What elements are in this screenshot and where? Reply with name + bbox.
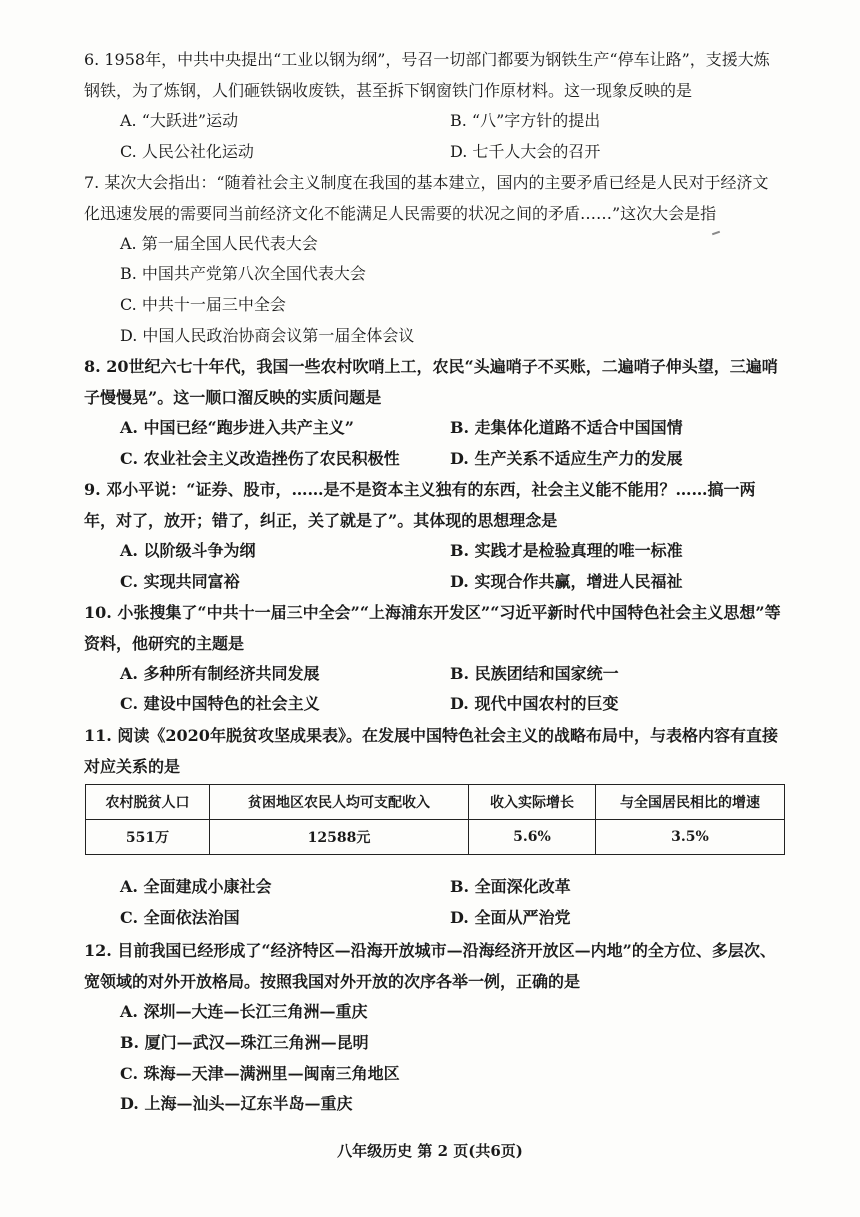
q12-option-b: B. 厦门—武汉—珠江三角洲—昆明 xyxy=(120,1033,369,1052)
question-9-stem: 9. 邓小平说：“证券、股市，……是不是资本主义独有的东西，社会主义能不能用？……搞一两年，对了，放开；错了，纠正，关了就是了”。其体现的思想理念是 xyxy=(84,480,756,530)
table-cell: 3.5% xyxy=(596,820,785,855)
q7-option-c: C. 中共十一届三中全会 xyxy=(120,295,286,314)
q11-option-a: A. 全面建成小康社会 xyxy=(120,877,272,896)
table-header-cell: 贫困地区农民人均可支配收入 xyxy=(210,785,469,820)
table-cell: 5.6% xyxy=(469,820,596,855)
q8-option-d: D. 生产关系不适应生产力的发展 xyxy=(450,449,683,468)
poverty-results-table xyxy=(85,784,785,855)
question-6-stem: 6. 1958年，中共中央提出“工业以钢为纲”，号召一切部门都要为钢铁生产“停车让路”，支援大炼钢铁，为了炼钢，人们砸铁锅收废铁，甚至拆下钢窗铁门作原材料。这一现象反映的是 xyxy=(84,50,770,100)
question-10-stem: 10. 小张搜集了“中共十一届三中全会”“上海浦东开发区”“习近平新时代中国特色社会主义思想”等资料，他研究的主题是 xyxy=(84,603,781,653)
q12-option-c: C. 珠海—天津—满洲里—闽南三角地区 xyxy=(120,1064,400,1083)
q6-option-b: B. “八”字方针的提出 xyxy=(450,111,601,130)
table-cell: 551万 xyxy=(86,820,210,855)
table-header-row xyxy=(86,785,785,820)
q9-option-b: B. 实践才是检验真理的唯一标准 xyxy=(450,541,683,560)
q12-option-a: A. 深圳—大连—长江三角洲—重庆 xyxy=(120,1002,368,1021)
pen-mark xyxy=(712,231,720,236)
q7-option-a: A. 第一届全国人民代表大会 xyxy=(120,234,318,253)
q7-option-b: B. 中国共产党第八次全国代表大会 xyxy=(120,264,366,283)
q10-option-c: C. 建设中国特色的社会主义 xyxy=(120,694,320,713)
q11-option-b: B. 全面深化改革 xyxy=(450,877,571,896)
q11-option-d: D. 全面从严治党 xyxy=(450,908,571,927)
question-12-stem: 12. 目前我国已经形成了“经济特区—沿海开放城市—沿海经济开放区—内地”的全方位、多层次、宽领域的对外开放格局。按照我国对外开放的次序各举一例，正确的是 xyxy=(84,941,776,991)
question-7-stem: 7. 某次大会指出：“随着社会主义制度在我国的基本建立，国内的主要矛盾已经是人民对于经济文化迅速发展的需要同当前经济文化不能满足人民需要的状况之间的矛盾……”这次大会是指 xyxy=(84,173,769,223)
table-row xyxy=(86,820,785,855)
q12-option-d: D. 上海—汕头—辽东半岛—重庆 xyxy=(120,1094,353,1113)
table-cell: 12588元 xyxy=(210,820,469,855)
q10-option-d: D. 现代中国农村的巨变 xyxy=(450,694,619,713)
q10-option-a: A. 多种所有制经济共同发展 xyxy=(120,664,320,683)
q6-option-a: A. “大跃进”运动 xyxy=(120,111,239,130)
question-8-stem: 8. 20世纪六七十年代，我国一些农村吹哨上工，农民“头遍哨子不买账，二遍哨子伸头望，三遍哨子慢慢晃”。这一顺口溜反映的实质问题是 xyxy=(84,357,778,407)
q8-option-a: A. 中国已经“跑步进入共产主义” xyxy=(120,418,354,437)
table-header-cell: 收入实际增长 xyxy=(469,785,596,820)
q8-option-c: C. 农业社会主义改造挫伤了农民积极性 xyxy=(120,449,400,468)
q9-option-c: C. 实现共同富裕 xyxy=(120,572,240,591)
q7-option-d: D. 中国人民政治协商会议第一届全体会议 xyxy=(120,326,415,345)
q11-option-c: C. 全面依法治国 xyxy=(120,908,240,927)
question-11-stem: 11. 阅读《2020年脱贫攻坚成果表》。在发展中国特色社会主义的战略布局中，与表格内容有直接对应关系的是 xyxy=(84,726,778,776)
q6-option-c: C. 人民公社化运动 xyxy=(120,142,254,161)
table-header-cell: 与全国居民相比的增速 xyxy=(596,785,785,820)
q10-option-b: B. 民族团结和国家统一 xyxy=(450,664,619,683)
q9-option-a: A. 以阶级斗争为纲 xyxy=(120,541,256,560)
q8-option-b: B. 走集体化道路不适合中国国情 xyxy=(450,418,683,437)
table-header-cell: 农村脱贫人口 xyxy=(86,785,210,820)
q9-option-d: D. 实现合作共赢，增进人民福祉 xyxy=(450,572,683,591)
q6-option-d: D. 七千人大会的召开 xyxy=(450,142,601,161)
page-footer: 八年级历史 第 2 页(共6页) xyxy=(337,1142,523,1160)
